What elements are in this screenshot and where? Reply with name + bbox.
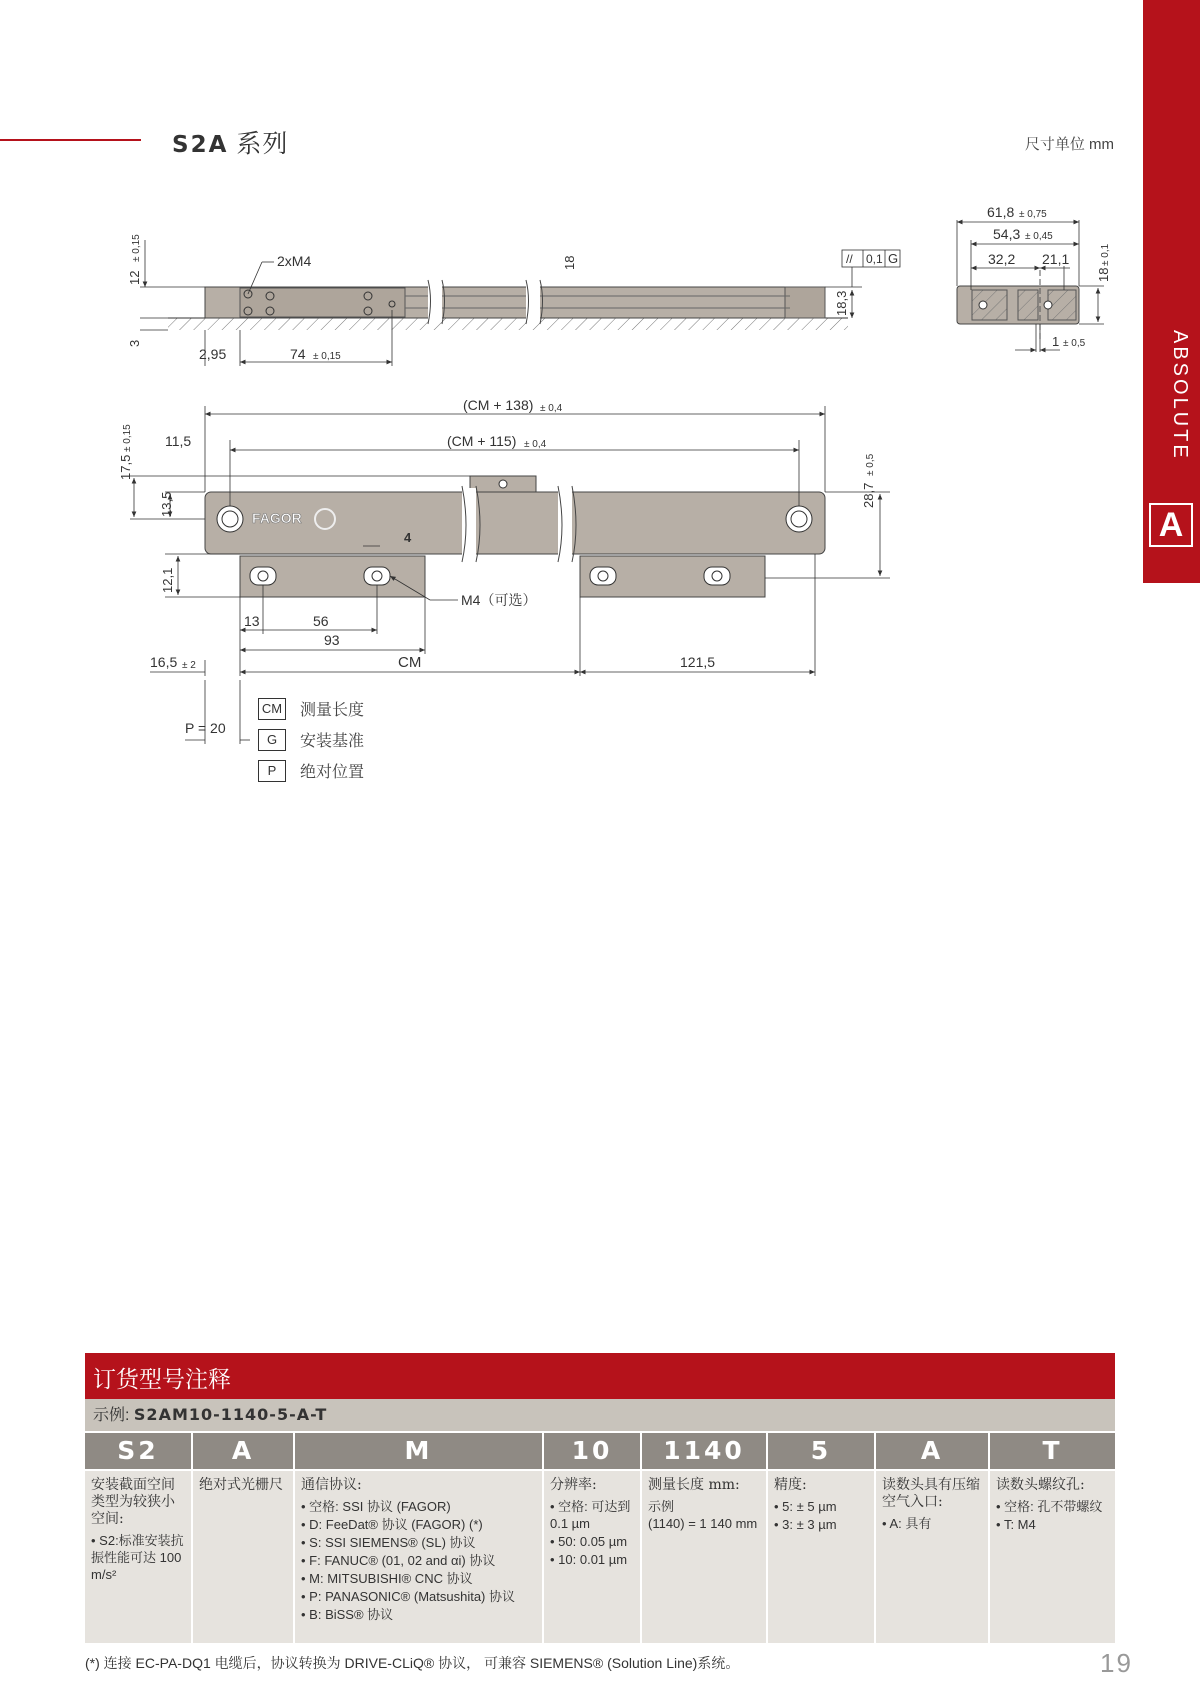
order-col-item: • 空格: 孔不带螺纹 [996,1498,1109,1515]
tol-54-3: ± 0,45 [1025,231,1053,242]
order-example [85,1399,1115,1431]
front-view [118,397,890,744]
dim-74: 74 [290,346,306,362]
order-col-code: 5 [768,1431,874,1469]
order-col-code: T [990,1431,1115,1469]
legend-code: CM [258,698,286,720]
order-col-code: A [193,1431,293,1469]
technical-drawing [0,0,1140,800]
order-col-item: • F: FANUC® (01, 02 and αi) 协议 [301,1552,536,1569]
flatness-value: 0,1 [866,252,883,266]
tol-cm115: ± 0,4 [524,439,547,450]
dim-28-7: 28,7 [861,482,876,508]
legend-desc: 测量长度 [300,700,365,719]
page-number: 19 [1100,1648,1133,1678]
order-col-heading: 测量长度 mm: [648,1477,740,1493]
order-col-s2 [85,1431,191,1643]
dim-17-5: 17,5 [118,454,133,480]
end-cap-top [785,287,825,318]
order-example-label: 示例: [93,1407,130,1424]
dim-18-3: 18,3 [834,290,849,316]
order-col-item: • S: SSI SIEMENS® (SL) 协议 [301,1534,536,1551]
footnote: (*) 连接 EC-PA-DQ1 电缆后，协议转换为 DRIVE-CLiQ® 协议， 可兼容 SIEMENS® (Solution Line)系统。 [85,1655,740,1671]
order-code-table [85,1353,1115,1643]
dim-12: 12 [127,270,142,285]
order-col-heading: 安装截面空间类型为较狭小空间: [91,1477,175,1527]
label-2xm4: 2xM4 [277,253,312,269]
dim-1: 1 [1052,334,1060,349]
legend-code: G [258,729,286,751]
flatness-symbol: // [846,252,853,266]
order-col-item: • A: 具有 [882,1515,982,1532]
order-col-heading: 通信协议: [301,1477,362,1493]
order-col-body [990,1469,1115,1643]
order-columns [85,1431,1115,1643]
dim-p: P = 20 [185,720,226,736]
dim-4: 4 [404,530,412,545]
order-col-5 [766,1431,874,1643]
tol-1: ± 0,5 [1063,338,1086,349]
order-col-item: • 5: ± 5 µm [774,1498,868,1515]
mount-plate-top [240,288,405,317]
tol-17-5: ± 0,15 [122,424,133,452]
order-col-code: M [295,1431,542,1469]
order-col-body [768,1469,874,1643]
dim-12-1: 12,1 [160,567,175,593]
tol-74: ± 0,15 [313,351,341,362]
dim-54-3: 54,3 [993,226,1021,242]
order-col-example-label: 示例 [648,1499,675,1514]
series-suffix: 系列 [236,130,289,158]
order-col-item: • B: BiSS® 协议 [301,1606,536,1623]
order-col-heading: 读数头螺纹孔: [996,1477,1085,1493]
order-col-t [988,1431,1115,1643]
brand-logo-text: FAGOR [252,510,302,526]
tol-61-8: ± 0,75 [1019,209,1047,220]
order-col-code: 1140 [642,1431,766,1469]
order-example-code: S2AM10-1140-5-A-T [133,1405,328,1424]
tol-12: ± 0,15 [131,234,142,262]
dim-121-5: 121,5 [680,654,716,670]
order-col-item: • 空格: SSI 协议 (FAGOR) [301,1498,536,1515]
order-col-item: • P: PANASONIC® (Matsushita) 协议 [301,1588,536,1605]
legend-desc: 安装基准 [300,731,365,750]
section-view [957,204,1111,352]
side-tab-text: ABSOLUTE [1169,330,1191,461]
legend-item [258,759,364,782]
order-col-10 [542,1431,640,1643]
dim-56: 56 [313,613,329,629]
side-tab-letter: A [1149,503,1193,547]
order-col-body [295,1469,542,1643]
side-tab [1143,0,1200,583]
dim-18-section: 18 [1096,267,1111,282]
legend-code: P [258,760,286,782]
units-note: 尺寸单位 mm [1024,136,1114,153]
order-col-m [293,1431,542,1643]
order-col-a [191,1431,293,1643]
legend-item [258,697,364,720]
label-m4-optional: M4（可选） [461,592,537,608]
tol-cm138: ± 0,4 [540,403,563,414]
tol-16-5: ± 2 [182,660,196,671]
datum-g: G [888,251,899,266]
order-col-code: A [876,1431,988,1469]
dim-13-5: 13,5 [159,491,174,517]
order-col-item: • D: FeeDat® 协议 (FAGOR) (*) [301,1516,536,1533]
series-code: S2A [172,132,229,158]
dim-cm138: (CM + 138) [463,397,534,413]
order-col-item: • 空格: 可达到 0.1 µm [550,1498,634,1532]
tol-28-7: ± 0,5 [865,453,876,476]
legend-desc: 绝对位置 [300,762,365,781]
order-col-heading: 读数头具有压缩空气入口: [882,1477,980,1510]
dim-cm115: (CM + 115) [447,433,517,449]
order-col-heading: 分辨率: [550,1477,597,1493]
legend-item [258,728,364,751]
order-col-item: • T: M4 [996,1516,1109,1533]
dim-cm: CM [398,654,422,671]
dim-61-8: 61,8 [987,204,1015,220]
dim-21-1: 21,1 [1042,251,1070,267]
order-col-code: S2 [85,1431,191,1469]
dim-18-top: 18 [562,255,577,270]
order-col-1140 [640,1431,766,1643]
dim-3: 3 [127,339,142,347]
order-col-item: • M: MITSUBISHI® CNC 协议 [301,1570,536,1587]
order-col-body [876,1469,988,1643]
order-col-code: 10 [544,1431,640,1469]
order-col-heading: 绝对式光栅尺 [199,1477,283,1493]
order-col-body [642,1469,766,1643]
order-col-item: • 10: 0.01 µm [550,1551,634,1568]
mounting-surface [168,318,848,330]
dim-2-95: 2,95 [199,346,227,362]
dim-11-5: 11,5 [165,433,192,449]
order-col-item: • S2:标准安装抗振性能可达 100 m/s² [91,1532,185,1583]
order-col-a2 [874,1431,988,1643]
dim-16-5: 16,5 [150,654,178,670]
top-view [127,234,900,366]
order-col-body [544,1469,640,1643]
order-col-heading: 精度: [774,1477,807,1493]
order-col-body [85,1469,191,1643]
order-col-item: • 3: ± 3 µm [774,1516,868,1533]
tol-18-section: ± 0,1 [1100,243,1111,266]
order-table-title: 订货型号注释 [85,1353,1115,1399]
dim-32-2: 32,2 [988,251,1016,267]
order-col-example-value: (1140) = 1 140 mm [648,1516,758,1531]
order-col-item: • 50: 0.05 µm [550,1533,634,1550]
dim-93: 93 [324,632,340,648]
order-col-body [193,1469,293,1643]
dim-13: 13 [244,613,260,629]
